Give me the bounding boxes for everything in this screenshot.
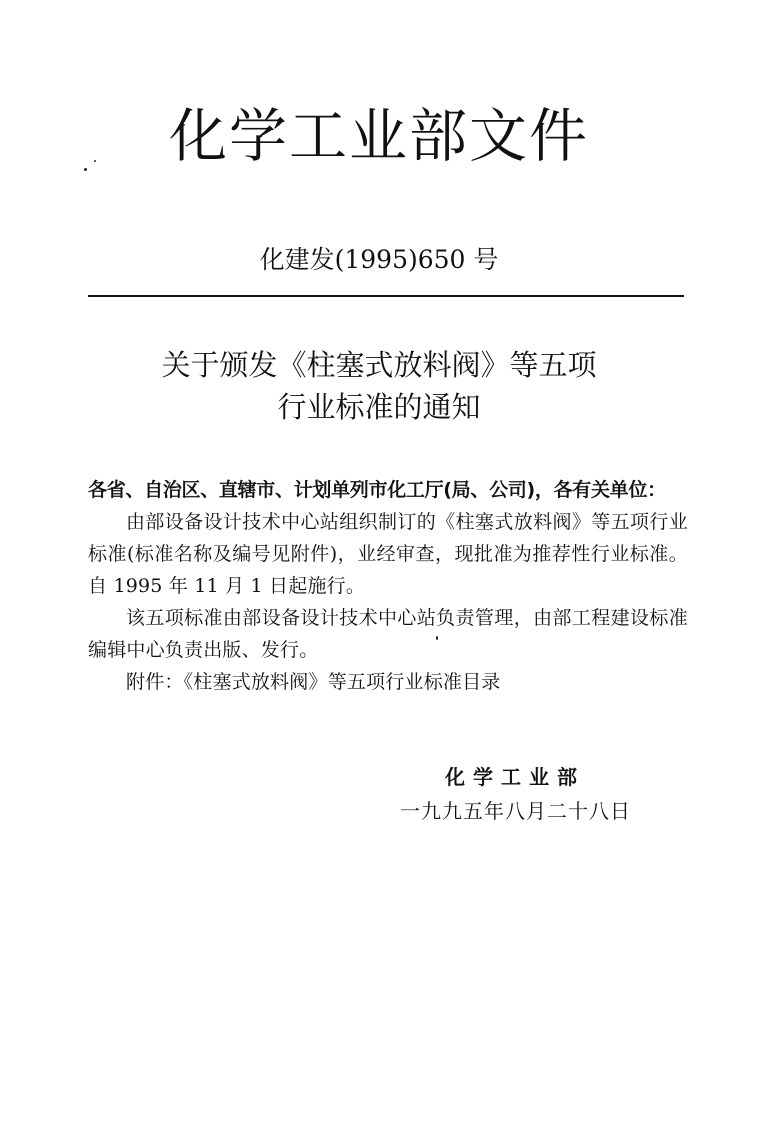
scan-speck: [84, 168, 87, 171]
scan-speck: [436, 636, 438, 640]
paragraph-management: 该五项标准由部设备设计技术中心站负责管理，由部工程建设标准编辑中心负责出版、发行。: [88, 607, 688, 661]
scan-speck: [94, 160, 96, 162]
signature-organization: 化学工业部: [445, 765, 585, 789]
notice-title-line-2: 行业标准的通知: [277, 390, 481, 424]
paragraph-approval: 由部设备设计技术中心站组织制订的《柱塞式放料阀》等五项行业标准(标准名称及编号见附件)，业经审查，现批准为推荐性行业标准。自 1995 年 11 月 1 日起施行。: [88, 511, 688, 597]
document-number: 化建发(1995)650 号: [259, 245, 499, 274]
header-divider: [88, 295, 684, 297]
paragraph-attachment: 附件：《柱塞式放料阀》等五项行业标准目录: [126, 671, 501, 693]
signature-block: [400, 760, 630, 828]
addressee: 各省、自治区、直辖市、计划单列市化工厅(局、公司)，各有关单位：: [88, 479, 666, 501]
signature-date: 一九九五年八月二十八日: [400, 799, 631, 823]
notice-title-line-1: 关于颁发《柱塞式放料阀》等五项: [161, 348, 597, 382]
notice-body: [88, 474, 688, 698]
document-header: 化学工业部文件: [168, 102, 589, 170]
notice-title: [0, 344, 758, 428]
